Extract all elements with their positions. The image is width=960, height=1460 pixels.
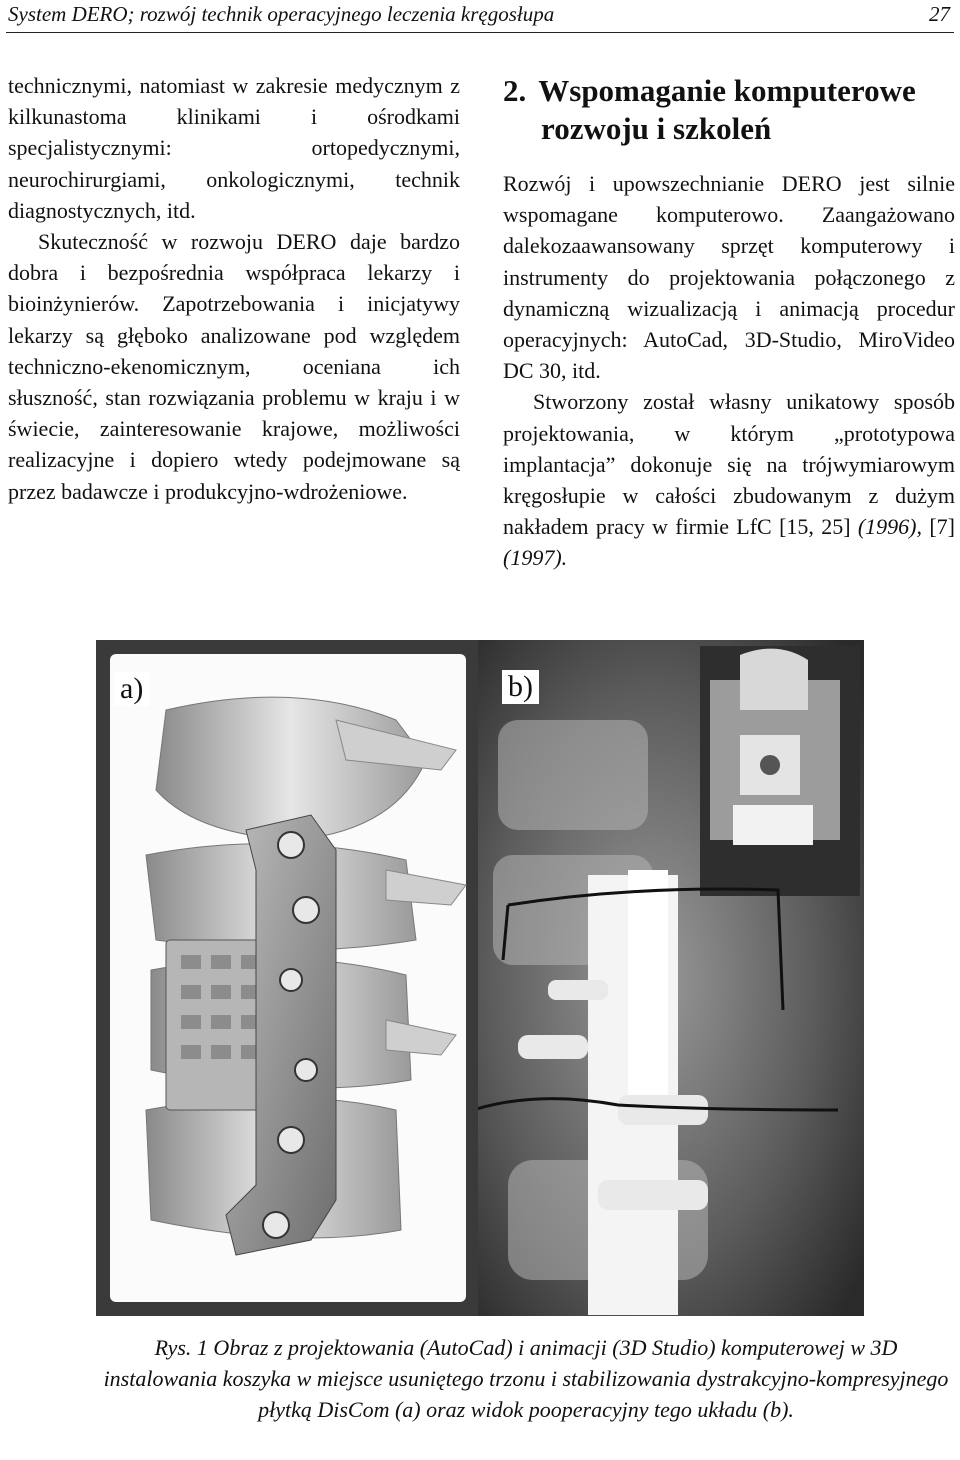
- page-number: 27: [929, 2, 950, 26]
- header-rule: [6, 32, 954, 33]
- right-column: [503, 168, 955, 574]
- section-title-line1: Wspomaganie komputerowe: [538, 73, 916, 108]
- figure-label-b: b): [502, 670, 539, 704]
- section-title-line2: rozwoju i szkoleń: [541, 111, 772, 146]
- xray-image: [478, 640, 864, 1316]
- citation-ref-2: [7]: [922, 514, 955, 540]
- citation-year-2: (1997).: [503, 545, 568, 571]
- citation-year-1: (1996),: [857, 514, 923, 540]
- right-paragraph-1: Rozwój i upowszechnianie DERO jest silnie wspomagane komputerowo. Zaangażowano dalekozaawansowany sprzęt komputerowy i instrumenty do projektowania połączonego z dynamiczną wizualizacją i animacją procedur operacyjnych: AutoCad, 3D-Studio, MiroVideo DC 30, itd.: [503, 171, 955, 384]
- figure-caption: Rys. 1 Obraz z projektowania (AutoCad) i animacji (3D Studio) komputerowej w 3D instalowania koszyka w miejsce usuniętego trzonu i stabilizowania dystrakcyjno-kompresyjnego płytką DisCom (a) oraz widok pooperacyjny tego układu (b).: [103, 1335, 949, 1422]
- left-column: [8, 70, 460, 507]
- spine-render-illustration: [96, 640, 478, 1316]
- citation-ref-1: [15, 25]: [779, 514, 858, 540]
- left-paragraph-2: Skuteczność w rozwoju DERO daje bardzo dobra i bezpośrednia współpraca lekarzy i bioinżynierów. Zapotrzebowania i inicjatywy lekarzy są głęboko analizowane pod względem techniczno-ekenomicznym, oceniana ich słuszność, stan rozwiązania problemu w kraju i w świecie, zainteresowanie krajowe, możliwości realizacyjne i dopiero wtedy podejmowane są przez badawcze i produkcyjno-wdrożeniowe.: [8, 229, 460, 504]
- figure-b-xray: [478, 640, 864, 1316]
- page-header: [8, 0, 952, 30]
- left-paragraph-1: technicznymi, natomiast w zakresie medycznym z kilkunastoma klinikami i ośrodkami specjalistycznymi: ortopedycznymi, neurochirurgiami, onkologicznymi, technik diagnostycznych, itd.: [8, 73, 460, 223]
- running-title: System DERO; rozwój technik operacyjnego leczenia kręgosłupa: [8, 2, 555, 26]
- section-number: 2.: [503, 73, 527, 108]
- section-heading: [503, 72, 955, 148]
- figure-a-3d-render: [96, 640, 478, 1316]
- right-paragraph-2: [503, 386, 955, 573]
- figure-label-a: a): [114, 672, 149, 706]
- right-paragraph-2-text: Stworzony został własny unikatowy sposób projektowania, w którym „prototypowa implantacja” dokonuje się na trójwymiarowym kręgosłupie w całości zbudowanym z dużym nakładem pracy w firmie LfC: [503, 389, 955, 540]
